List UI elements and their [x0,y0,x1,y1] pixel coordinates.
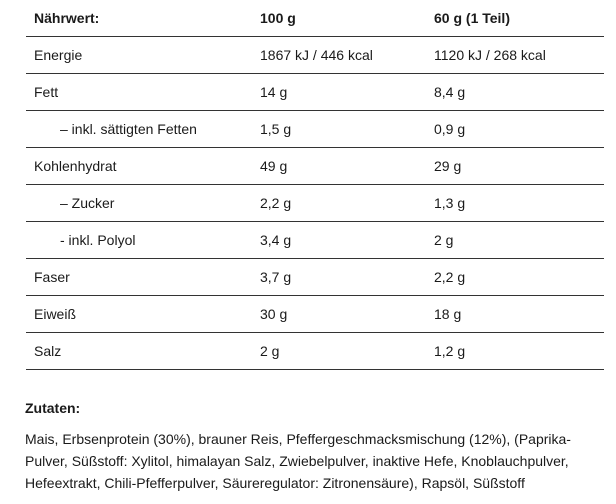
row-per-portion: 29 g [434,158,462,174]
row-per-portion: 0,9 g [434,121,466,137]
row-per-portion: 1120 kJ / 268 kcal [434,47,546,63]
row-per-100g: 1867 kJ / 446 kcal [260,47,373,63]
header-nutrient: Nährwert: [34,10,100,26]
row-label: Salz [34,343,62,359]
row-per-100g: 2,2 g [260,195,292,211]
table-row [26,37,604,74]
row-label: - inkl. Polyol [60,232,136,248]
row-label: Fett [34,84,59,100]
row-per-100g: 30 g [260,306,288,322]
row-per-portion: 2 g [434,232,454,248]
table-row [26,222,604,259]
header-per-portion: 60 g (1 Teil) [434,10,510,26]
row-label: Eiweiß [34,306,77,322]
row-per-portion: 1,2 g [434,343,466,359]
nutrition-table [26,0,604,370]
row-per-portion: 8,4 g [434,84,466,100]
row-label: – inkl. sättigten Fetten [60,121,197,137]
row-per-100g: 2 g [260,343,280,359]
row-per-100g: 3,4 g [260,232,292,248]
table-row [26,111,604,148]
row-label: – Zucker [60,195,115,211]
table-header-row [26,0,604,37]
row-label: Faser [34,269,70,285]
header-per-100g: 100 g [260,10,296,26]
ingredients-text: Mais, Erbsenprotein (30%), brauner Reis, Pfeffergeschmacksmischung (12%), (Paprika-Pulver, Süßstoff: Xylitol, himalayan Salz, Zwiebelpulver, inaktive Hefe, Knoblauchpulver, Hefeextrakt, Chili-Pfefferpulver, Säureregulator: Zitronensäure), Rapsöl, Süßstoff [25,431,571,491]
ingredients-section [25,400,597,494]
table-row [26,296,604,333]
row-per-100g: 1,5 g [260,121,292,137]
table-row [26,333,604,370]
table-row [26,185,604,222]
row-per-portion: 1,3 g [434,195,466,211]
row-per-100g: 14 g [260,84,288,100]
row-per-portion: 18 g [434,306,462,322]
ingredients-heading: Zutaten: [25,400,81,416]
row-per-100g: 3,7 g [260,269,292,285]
table-row [26,259,604,296]
table-row [26,148,604,185]
row-per-portion: 2,2 g [434,269,466,285]
row-label: Energie [34,47,83,63]
row-label: Kohlenhydrat [34,158,117,174]
table-row [26,74,604,111]
row-per-100g: 49 g [260,158,288,174]
